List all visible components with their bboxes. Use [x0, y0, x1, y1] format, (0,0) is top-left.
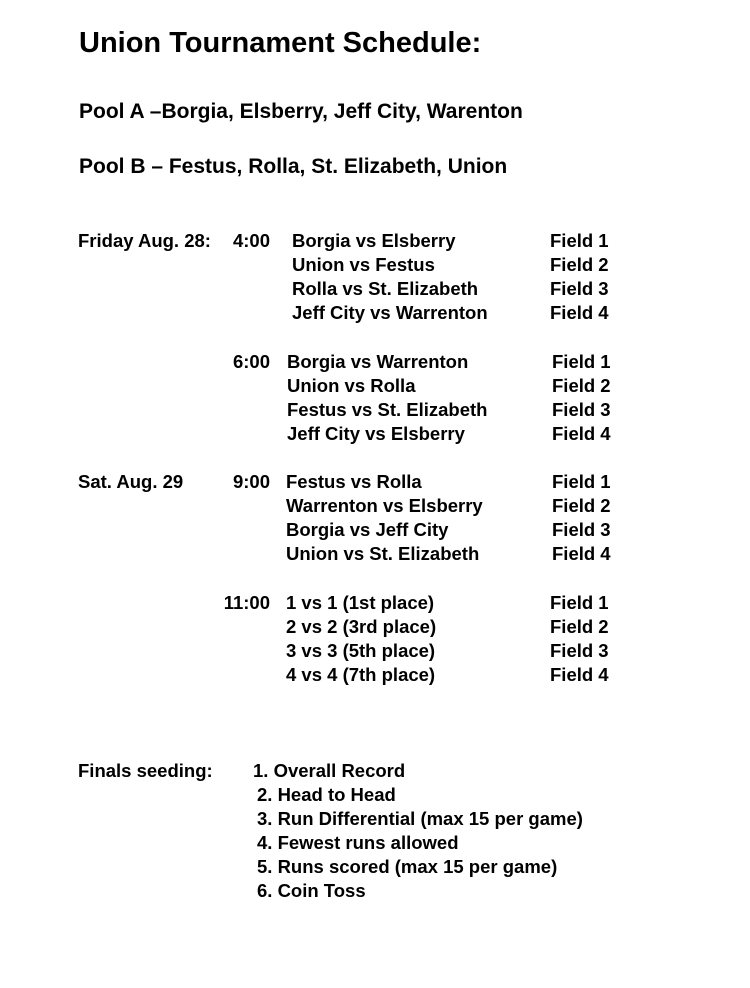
- schedule-match: 1 vs 1 (1st place): [286, 592, 435, 613]
- schedule-day: Friday Aug. 28:: [78, 230, 211, 251]
- schedule-field: Field 1: [550, 230, 609, 251]
- schedule-row: [0, 591, 750, 615]
- schedule-match: Warrenton vs Elsberry: [286, 495, 483, 516]
- schedule-row: [0, 277, 750, 301]
- schedule-row: [0, 470, 750, 494]
- schedule-row: [0, 494, 750, 518]
- seeding-criterion: 5. Runs scored (max 15 per game): [257, 856, 558, 877]
- schedule-match: Borgia vs Jeff City: [286, 519, 449, 540]
- schedule-row: [0, 422, 750, 446]
- schedule-field: Field 2: [550, 254, 609, 275]
- schedule-row: [0, 663, 750, 687]
- seeding-criterion: 4. Fewest runs allowed: [257, 832, 459, 853]
- schedule-field: Field 1: [550, 592, 609, 613]
- schedule-match: Jeff City vs Elsberry: [287, 423, 465, 444]
- schedule-match: Jeff City vs Warrenton: [292, 302, 488, 323]
- seeding-criterion: 1. Overall Record: [253, 760, 406, 781]
- page-title: Union Tournament Schedule:: [79, 27, 482, 59]
- schedule-field: Field 2: [552, 375, 611, 396]
- schedule-row: [0, 374, 750, 398]
- schedule-match: Borgia vs Warrenton: [287, 351, 469, 372]
- schedule-row: [0, 301, 750, 325]
- schedule-field: Field 2: [550, 616, 609, 637]
- seeding-criterion: 3. Run Differential (max 15 per game): [257, 808, 583, 829]
- schedule-field: Field 1: [552, 351, 611, 372]
- schedule-match: Borgia vs Elsberry: [292, 230, 456, 251]
- schedule-row: [0, 253, 750, 277]
- schedule-match: Union vs Rolla: [287, 375, 416, 396]
- schedule-time: 11:00: [223, 592, 270, 613]
- schedule-field: Field 3: [550, 640, 609, 661]
- schedule-match: 3 vs 3 (5th place): [286, 640, 436, 661]
- schedule-match: Festus vs Rolla: [286, 471, 422, 492]
- pool-a-line: Pool A –Borgia, Elsberry, Jeff City, Warenton: [79, 100, 523, 123]
- schedule-field: Field 4: [552, 543, 611, 564]
- pool-b-line: Pool B – Festus, Rolla, St. Elizabeth, Union: [79, 155, 508, 178]
- schedule-field: Field 4: [550, 302, 609, 323]
- schedule-row: [0, 542, 750, 566]
- schedule-match: Union vs Festus: [292, 254, 435, 275]
- finals-seeding-label: Finals seeding:: [78, 760, 213, 781]
- schedule-match: Festus vs St. Elizabeth: [287, 399, 488, 420]
- schedule-field: Field 3: [552, 519, 611, 540]
- schedule-match: Union vs St. Elizabeth: [286, 543, 480, 564]
- schedule-field: Field 1: [552, 471, 611, 492]
- schedule-match: 4 vs 4 (7th place): [286, 664, 436, 685]
- schedule-row: [0, 229, 750, 253]
- schedule-field: Field 3: [552, 399, 611, 420]
- schedule-field: Field 3: [550, 278, 609, 299]
- schedule-time: 9:00: [232, 471, 270, 492]
- schedule-row: [0, 350, 750, 374]
- schedule-time: 6:00: [232, 351, 270, 372]
- seeding-criterion: 6. Coin Toss: [257, 880, 366, 901]
- schedule-row: [0, 615, 750, 639]
- schedule-row: [0, 518, 750, 542]
- schedule-field: Field 4: [550, 664, 609, 685]
- schedule-day: Sat. Aug. 29: [78, 471, 184, 492]
- schedule-match: 2 vs 2 (3rd place): [286, 616, 437, 637]
- schedule-row: [0, 398, 750, 422]
- schedule-time: 4:00: [232, 230, 270, 251]
- schedule-field: Field 4: [552, 423, 611, 444]
- schedule-match: Rolla vs St. Elizabeth: [292, 278, 479, 299]
- schedule-field: Field 2: [552, 495, 611, 516]
- seeding-criterion: 2. Head to Head: [257, 784, 396, 805]
- schedule-row: [0, 639, 750, 663]
